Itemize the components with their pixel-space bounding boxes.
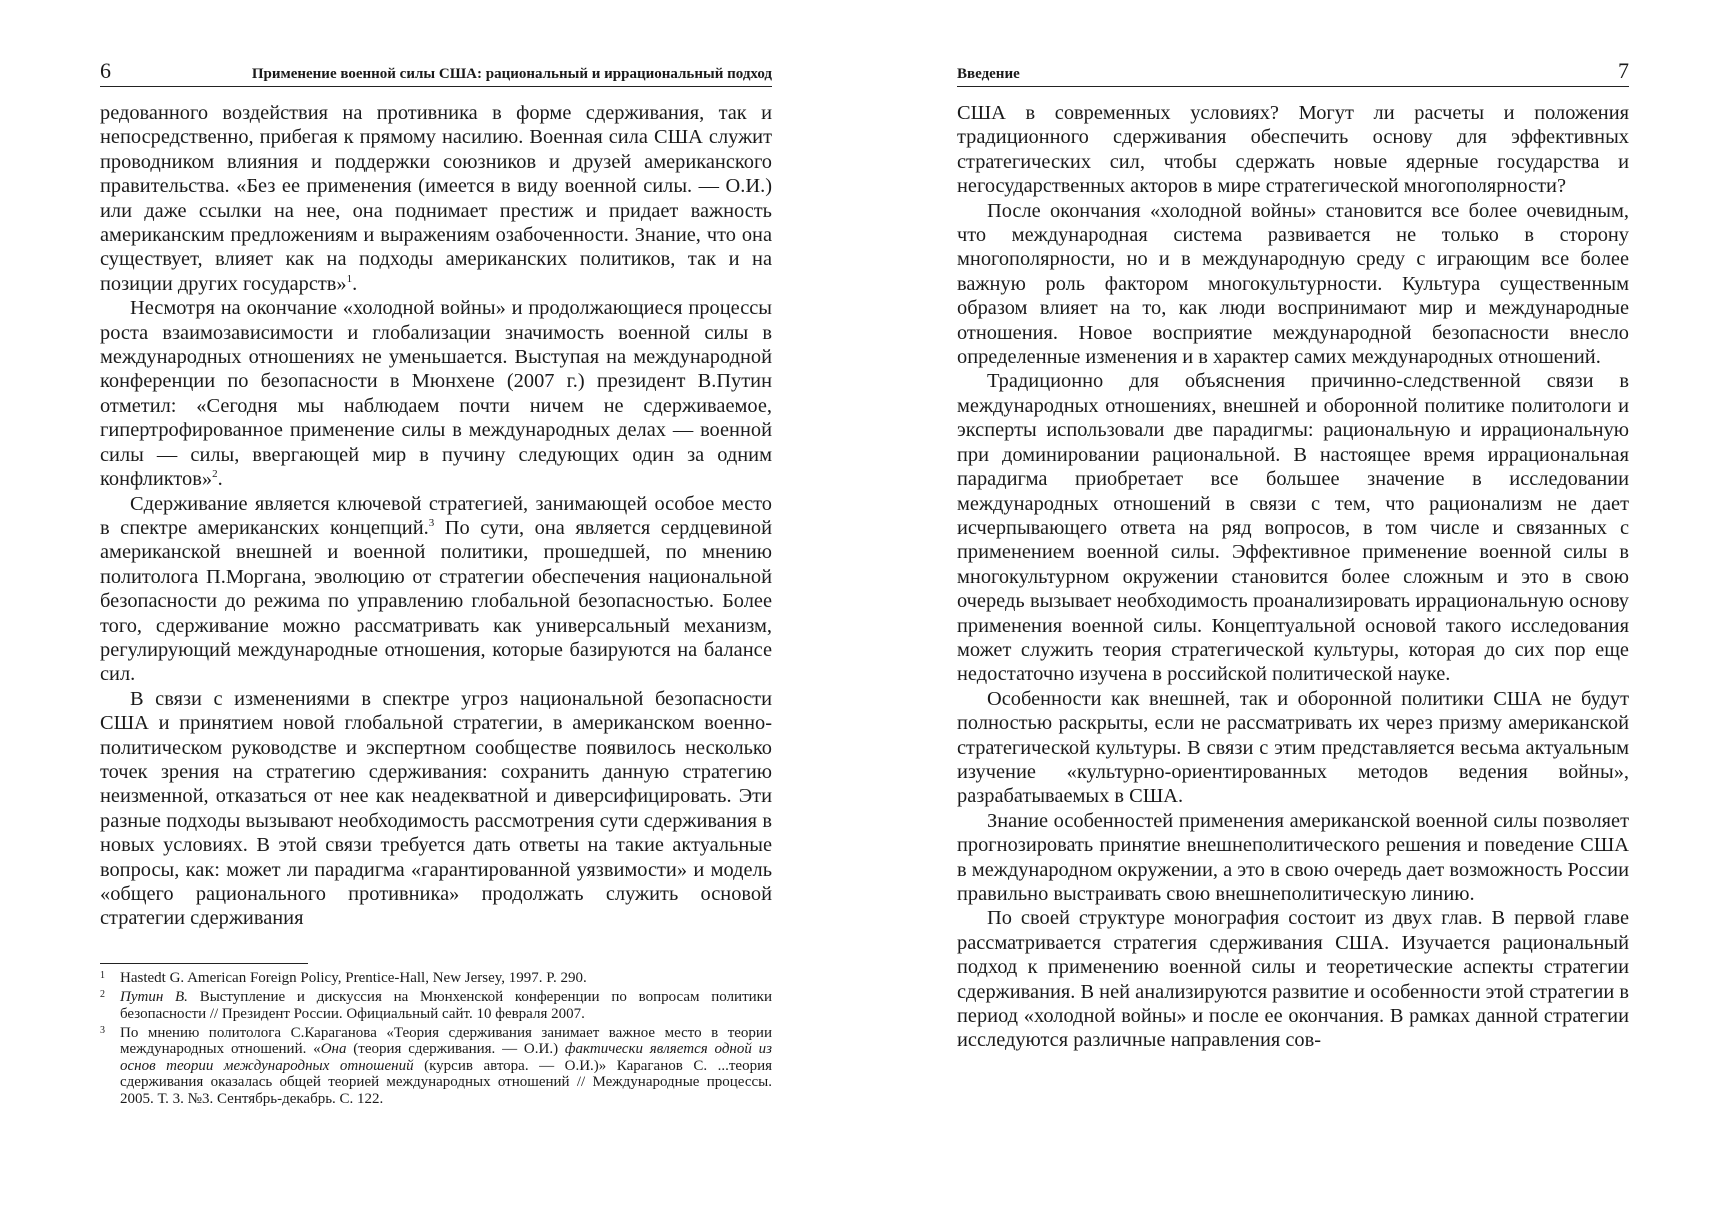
paragraph: США в современных условиях? Могут ли расчеты и положения традиционного сдерживания обеспечить основу для эффективных стратегических сил, чтобы сдержать новые ядерные государства и негосударственных акторов в мире стратегической многополярности? <box>957 102 1629 198</box>
left-running-title: Применение военной силы США: рациональный и иррациональный подход <box>251 66 772 82</box>
footnote-number: 1 <box>100 969 105 981</box>
paragraph: После окончания «холодной войны» становится все более очевидным, что международная система развивается не только в сторону многополярности, но и в международную среду с играющим все более важную роль фактором многокультурности. Культура существенным образом влияет на то, как люди воспринимают мир и международные отношения. Новое восприятие международной безопасности внесло определенные изменения и в характер самих международных отношений. <box>957 199 1629 369</box>
paragraph: В связи с изменениями в спектре угроз национальной безопасности США и принятием новой глобальной стратегии, в американском военно-политическом руководстве и экспертном сообществе появилось несколько точек зрения на стратегию сдерживания: сохранить данную стратегию неизменной, отказаться от нее как неадекватной и диверсифицировать. Эти разные подходы вызывают необходимость рассмотрения сути сдерживания в новых условиях. В этой связи требуется дать ответы на такие актуальные вопросы, как: может ли парадигма «гарантированной уязвимости» и модель «общего рационального противника» продолжать служить основой стратегии сдерживания <box>100 687 772 930</box>
right-running-head <box>957 60 1629 87</box>
footnotes <box>100 970 772 1107</box>
footnote-author: Путин В. <box>120 989 188 1006</box>
footnote-divider <box>100 963 308 964</box>
paragraph: редованного воздействия на противника в форме сдерживания, так и непосредственно, прибегая к прямому насилию. Военная сила США служит проводником влияния и поддержки союзников и друзей американского правительства. «Без ее применения (имеется в виду военной силы. — О.И.) или даже ссылки на нее, она поднимает престиж и придает важность американским предложениям и выражениям озабоченности. Знание, что она существует, влияет как на подходы американских политиков, так и на позиции других государств»$^1$. <box>100 102 772 295</box>
footnote-1: 1 Hastedt G. American Foreign Policy, Prentice-Hall, New Jersey, 1997. P. 290. <box>100 969 587 986</box>
right-running-title: Введение <box>957 66 1020 82</box>
right-page-number: 7 <box>1618 58 1629 83</box>
right-body-text <box>957 101 1629 1053</box>
right-page <box>957 60 1629 1053</box>
left-page-number: 6 <box>100 58 111 83</box>
left-running-head <box>100 60 772 87</box>
footnote-3: 3 По мнению политолога С.Караганова «Теория сдерживания занимает важное место в теории международных отношений. «Она (теория сдерживания. — О.И.) фактически является одной из основ теории международных отношений (курсив автора. — О.И.)» Караганов С. ...теория сдерживания оказалась общей теорией международных отношений // Международные процессы. 2005. Т. 3. №3. Сентябрь-декабрь. С. 122. <box>100 1025 773 1107</box>
paragraph: По своей структуре монография состоит из двух глав. В первой главе рассматривается стратегия сдерживания США. Изучается рациональный подход к применению военной силы и теоретические аспекты стратегии сдерживания. В ней анализируются развитие и особенности этой стратегии в период «холодной войны» и после ее окончания. В рамках данной стратегии исследуются различные направления сов- <box>957 907 1629 1052</box>
footnote-ref[interactable]: 1 <box>346 272 353 285</box>
footnote-number: 2 <box>100 989 105 1001</box>
footnote-2: 2 Путин В. Выступление и дискуссия на Мюнхенской конференции по вопросам политики безопасности // Президент России. Официальный сайт. 10 февраля 2007. <box>100 989 772 1022</box>
paragraph: Сдерживание является ключевой стратегией, занимающей особое место в спектре американских концепций.$^3$ По сути, она является сердцевиной американской внешней и военной политики, прошедшей, по мнению политолога П.Моргана, эволюцию от стратегии обеспечения национальной безопасности до режима по управлению глобальной безопасностью. Более того, сдерживание можно рассматривать как универсальный механизм, регулирующий международные отношения, которые базируются на балансе сил. <box>100 492 772 686</box>
paragraph: Несмотря на окончание «холодной войны» и продолжающиеся процессы роста взаимозависимости и глобализации значимость военной силы в международных отношениях не уменьшается. Выступая на международной конференции по безопасности в Мюнхене (2007 г.) президент В.Путин отметил: «Сегодня мы наблюдаем почти ничем не сдерживаемое, гипертрофированное применение силы в международных делах — военной силы — силы, ввергающей мир в пучину следующих один за одним конфликтов»$^2$. <box>100 297 772 491</box>
paragraph: Знание особенностей применения американской военной силы позволяет прогнозировать принятие внешнеполитического решения и поведение США в международном окружении, а это в свою очередь дает возможность России правильно выстраивать свою внешнеполитическую линию. <box>957 809 1629 905</box>
left-page <box>100 60 772 1110</box>
paragraph: Традиционно для объяснения причинно-следственной связи в международных отношениях, внешней и оборонной политике политологи и эксперты использовали две парадигмы: рациональную и иррациональную при доминировании рациональной. В настоящее время иррациональная парадигма приобретает все большее значение в исследовании международных отношений в связи с тем, что рационализм не дает исчерпывающего ответа на ряд вопросов, в том числе и связанных с применением военной силы. Эффективное применение военной силы в многокультурном окружении становится более сложным и это в свою очередь вызывает необходимость проанализировать иррациональную основу применения военной силы. Концептуальной основой такого исследования может служить теория стратегической культуры, которая до сих пор еще недостаточно изучена в российской политической науке. <box>957 370 1629 686</box>
footnote-ref[interactable]: 3 <box>428 516 435 529</box>
paragraph: Особенности как внешней, так и оборонной политики США не будут полностью раскрыты, если не рассматривать их через призму американской стратегической культуры. В связи с этим представляется весьма актуальным изучение «культурно-ориентированных методов ведения войны», разрабатываемых в США. <box>957 687 1629 808</box>
footnote-number: 3 <box>100 1025 105 1037</box>
footnote-ref[interactable]: 2 <box>212 468 218 481</box>
left-body-text <box>100 101 772 931</box>
